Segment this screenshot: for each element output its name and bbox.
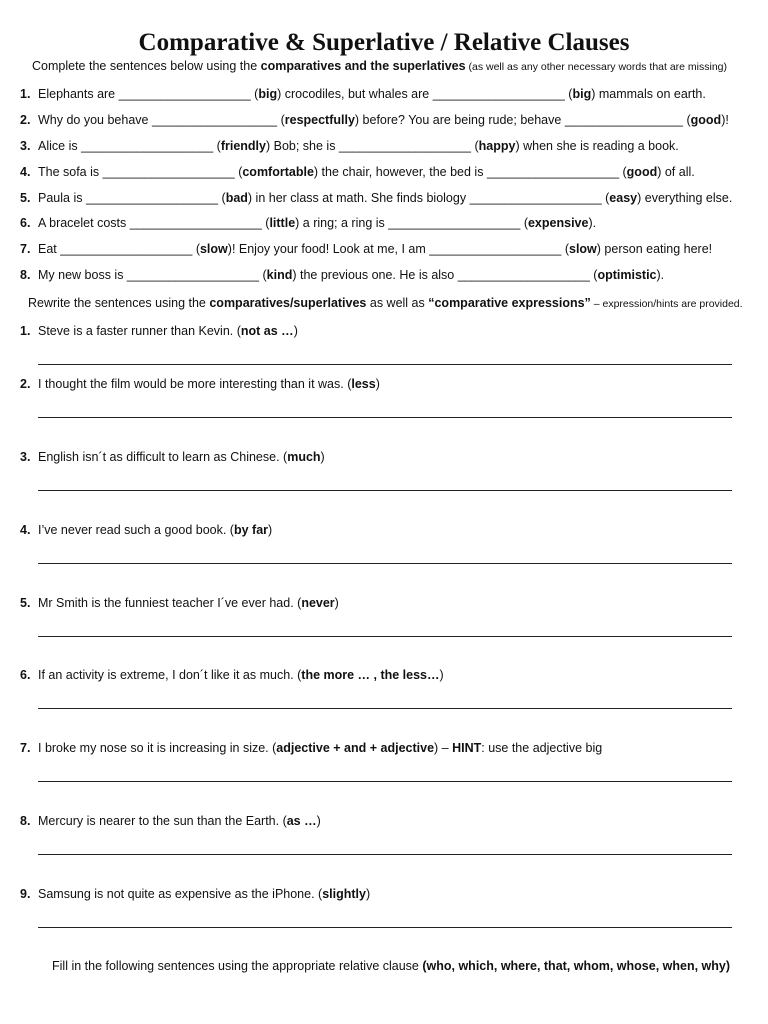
item-number: 7.	[20, 242, 31, 257]
word-hint: respectfully	[284, 112, 355, 127]
word-hint: friendly	[220, 138, 266, 153]
item-sentence	[38, 265, 664, 285]
expression-hint: much	[287, 450, 321, 464]
sentence-text: (	[213, 138, 221, 153]
answer-blank[interactable]: ___________________	[102, 164, 235, 179]
item-number: 2.	[20, 112, 31, 127]
sentence-text: ) everything else.	[637, 190, 733, 205]
rewrite-item	[20, 594, 740, 612]
rewrite-prompt	[20, 812, 740, 830]
sentence-text: ) of all.	[657, 164, 695, 179]
expression-hint: as …	[286, 814, 317, 828]
sentence-text: (	[601, 190, 610, 205]
instructions-comparatives	[32, 58, 752, 75]
fill-item	[20, 110, 750, 136]
instruction-text: Complete the sentences below using the	[32, 59, 261, 73]
item-number: 4.	[20, 164, 31, 179]
item-number: 2.	[20, 377, 31, 391]
sentence-text: I broke my nose so it is increasing in size. (adjective + and + adjective) – HINT: use the adjective big	[38, 741, 603, 755]
sentence-text: Eat	[38, 242, 61, 257]
sentence-text: (	[192, 242, 200, 257]
sentence-text: ).	[588, 216, 597, 231]
item-sentence	[38, 162, 695, 182]
item-sentence	[38, 84, 706, 104]
item-number: 1.	[20, 324, 31, 338]
word-hint: big	[572, 87, 592, 101]
answer-blank[interactable]: ___________________	[432, 87, 565, 101]
answer-line[interactable]	[38, 708, 732, 709]
answer-blank[interactable]: ___________________	[118, 87, 251, 101]
sentence-text: (	[259, 268, 267, 283]
fill-item	[20, 162, 750, 188]
expression-hint: slightly	[322, 887, 366, 901]
sentence-text: ) person eating here!	[596, 242, 713, 257]
sentence-text: Alice is	[38, 138, 82, 153]
word-hint: comfortable	[242, 164, 314, 179]
sentence-text: ) Bob; she is	[265, 138, 339, 153]
expression-hint: never	[301, 596, 335, 610]
instruction-text: as well as	[366, 296, 429, 310]
rewrite-item	[20, 322, 740, 340]
expression-hint: adjective + and + adjective	[276, 741, 435, 755]
sentence-text: (	[561, 242, 569, 257]
item-sentence	[38, 110, 729, 130]
item-number: 9.	[20, 887, 31, 901]
instructions-rewrite	[28, 295, 758, 312]
word-hint: happy	[478, 138, 516, 153]
sentence-text: If an activity is extreme, I don´t like it as much. (the more … , the less…)	[38, 668, 444, 682]
item-sentence	[38, 239, 712, 259]
sentence-text: (	[277, 112, 285, 127]
sentence-text: ) the chair, however, the bed is	[313, 164, 487, 179]
answer-line[interactable]	[38, 563, 732, 564]
item-number: 4.	[20, 523, 31, 537]
sentence-text: Steve is a faster runner than Kevin. (not as …)	[38, 324, 298, 338]
sentence-text: The sofa is	[38, 164, 103, 179]
answer-blank[interactable]: ___________________	[338, 138, 472, 153]
item-sentence	[38, 136, 679, 156]
rewrite-item	[20, 448, 740, 466]
sentence-text: ) crocodiles, but whales are	[277, 87, 433, 101]
sentence-text: (	[520, 216, 528, 231]
sentence-text: ) in her class at math. She finds biology	[247, 190, 470, 205]
expression-hint: by far	[233, 523, 269, 537]
word-hint: bad	[225, 190, 248, 205]
sentence-text: A bracelet costs	[38, 216, 130, 231]
sentence-text: Why do you behave	[38, 112, 152, 127]
hint-label: HINT	[452, 741, 482, 755]
rewrite-prompt	[20, 322, 740, 340]
word-hint: slow	[199, 242, 228, 257]
instruction-note: – expression/hints are provided.	[590, 298, 743, 310]
answer-blank[interactable]: __________________	[151, 112, 278, 127]
instruction-bold: comparatives and the superlatives	[260, 59, 466, 73]
answer-blank[interactable]: ___________________	[129, 216, 262, 231]
sentence-text: ) before? You are being rude; behave	[354, 112, 565, 127]
sentence-text: (	[234, 164, 243, 179]
fill-item	[20, 239, 750, 265]
sentence-text: (	[218, 190, 226, 205]
sentence-text: (	[589, 268, 598, 283]
answer-line[interactable]	[38, 854, 732, 855]
sentence-text: (	[619, 164, 627, 179]
sentence-text: ) a ring; a ring is	[295, 216, 389, 231]
sentence-text: )! Enjoy your food! Look at me, I am	[227, 242, 430, 257]
instruction-bold: “comparative expressions”	[428, 296, 591, 310]
rewrite-item	[20, 885, 740, 903]
answer-blank[interactable]: ___________________	[388, 216, 521, 231]
word-hint: easy	[609, 190, 638, 205]
sentence-text: Samsung is not quite as expensive as the iPhone. (slightly)	[38, 887, 371, 901]
rewrite-prompt	[20, 594, 740, 612]
instruction-text: Fill in the following sentences using the appropriate relative clause	[52, 959, 423, 973]
sentence-text: (	[471, 138, 479, 153]
sentence-text: (	[683, 112, 691, 127]
item-number: 1.	[20, 87, 31, 101]
answer-line[interactable]	[38, 417, 732, 418]
fill-in-exercise	[20, 84, 750, 291]
answer-line[interactable]	[38, 927, 732, 928]
fill-item	[20, 213, 750, 239]
expression-hint: the more … , the less…	[301, 668, 440, 682]
word-hint: little	[269, 216, 296, 231]
sentence-text: (	[250, 87, 259, 101]
item-number: 5.	[20, 596, 31, 610]
expression-hint: less	[351, 377, 376, 391]
answer-blank[interactable]: ___________________	[81, 138, 214, 153]
instruction-bold: comparatives/superlatives	[209, 296, 367, 310]
sentence-text: ) the previous one. He is also	[292, 268, 458, 283]
rewrite-prompt	[20, 885, 740, 903]
worksheet-title: Comparative & Superlative / Relative Clauses	[138, 29, 630, 56]
item-number: 6.	[20, 668, 31, 682]
answer-line[interactable]	[38, 636, 732, 637]
sentence-text: Mr Smith is the funniest teacher I´ve ever had. (never)	[38, 596, 339, 610]
item-number: 7.	[20, 741, 31, 755]
rewrite-item	[20, 666, 740, 684]
rewrite-prompt	[20, 739, 740, 757]
sentence-text: I’ve never read such a good book. (by far)	[38, 523, 273, 537]
rewrite-item	[20, 521, 740, 539]
word-hint: expensive	[527, 216, 589, 231]
rewrite-prompt	[20, 448, 740, 466]
answer-blank[interactable]: ___________________	[126, 268, 260, 283]
instruction-text: Rewrite the sentences using the	[28, 296, 210, 310]
word-hint: slow	[569, 242, 597, 257]
word-hint: big	[258, 87, 278, 101]
answer-blank[interactable]: ___________________	[429, 242, 562, 257]
word-hint: optimistic	[597, 268, 657, 283]
sentence-text: Paula is	[38, 190, 86, 205]
answer-blank[interactable]: ___________________	[469, 190, 602, 205]
answer-blank[interactable]: ___________________	[85, 190, 219, 205]
instructions-relative-clauses	[52, 958, 762, 974]
word-hint: good	[690, 112, 722, 127]
item-sentence	[38, 188, 732, 208]
sentence-text: Elephants are	[38, 87, 119, 101]
answer-line[interactable]	[38, 781, 732, 782]
answer-blank[interactable]: ___________________	[457, 268, 590, 283]
word-hint: kind	[266, 268, 293, 283]
sentence-text: (	[261, 216, 270, 231]
answer-line[interactable]	[38, 490, 732, 491]
item-number: 5.	[20, 190, 31, 205]
rewrite-item	[20, 739, 740, 757]
rewrite-item	[20, 375, 740, 393]
item-number: 8.	[20, 268, 31, 283]
answer-blank[interactable]: _________________	[564, 112, 683, 127]
word-hint: good	[626, 164, 658, 179]
rewrite-prompt	[20, 521, 740, 539]
sentence-text: Mercury is nearer to the sun than the Earth. (as …)	[38, 814, 321, 828]
sentence-text: My new boss is	[38, 268, 127, 283]
rewrite-prompt	[20, 375, 740, 393]
rewrite-prompt	[20, 666, 740, 684]
fill-item	[20, 84, 750, 110]
instruction-note: (as well as any other necessary words that are missing)	[465, 61, 728, 73]
expression-hint: not as …	[240, 324, 294, 338]
fill-item	[20, 136, 750, 162]
rewrite-item	[20, 812, 740, 830]
sentence-text: I thought the film would be more interesting than it was. (less)	[38, 377, 380, 391]
sentence-text: ) mammals on earth.	[591, 87, 706, 101]
fill-item	[20, 265, 750, 291]
sentence-text: English isn´t as difficult to learn as Chinese. (much)	[38, 450, 325, 464]
answer-blank[interactable]: ___________________	[60, 242, 193, 257]
item-number: 6.	[20, 216, 31, 231]
sentence-text: (	[564, 87, 573, 101]
sentence-text: ).	[656, 268, 665, 283]
sentence-text: ) when she is reading a book.	[515, 138, 679, 153]
item-number: 3.	[20, 138, 31, 153]
answer-blank[interactable]: ___________________	[486, 164, 620, 179]
answer-line[interactable]	[38, 364, 732, 365]
sentence-text: )!	[721, 112, 729, 127]
item-number: 8.	[20, 814, 31, 828]
item-number: 3.	[20, 450, 31, 464]
fill-item	[20, 188, 750, 214]
item-sentence	[38, 213, 596, 233]
instruction-bold: (who, which, where, that, whom, whose, when, why)	[422, 959, 731, 973]
